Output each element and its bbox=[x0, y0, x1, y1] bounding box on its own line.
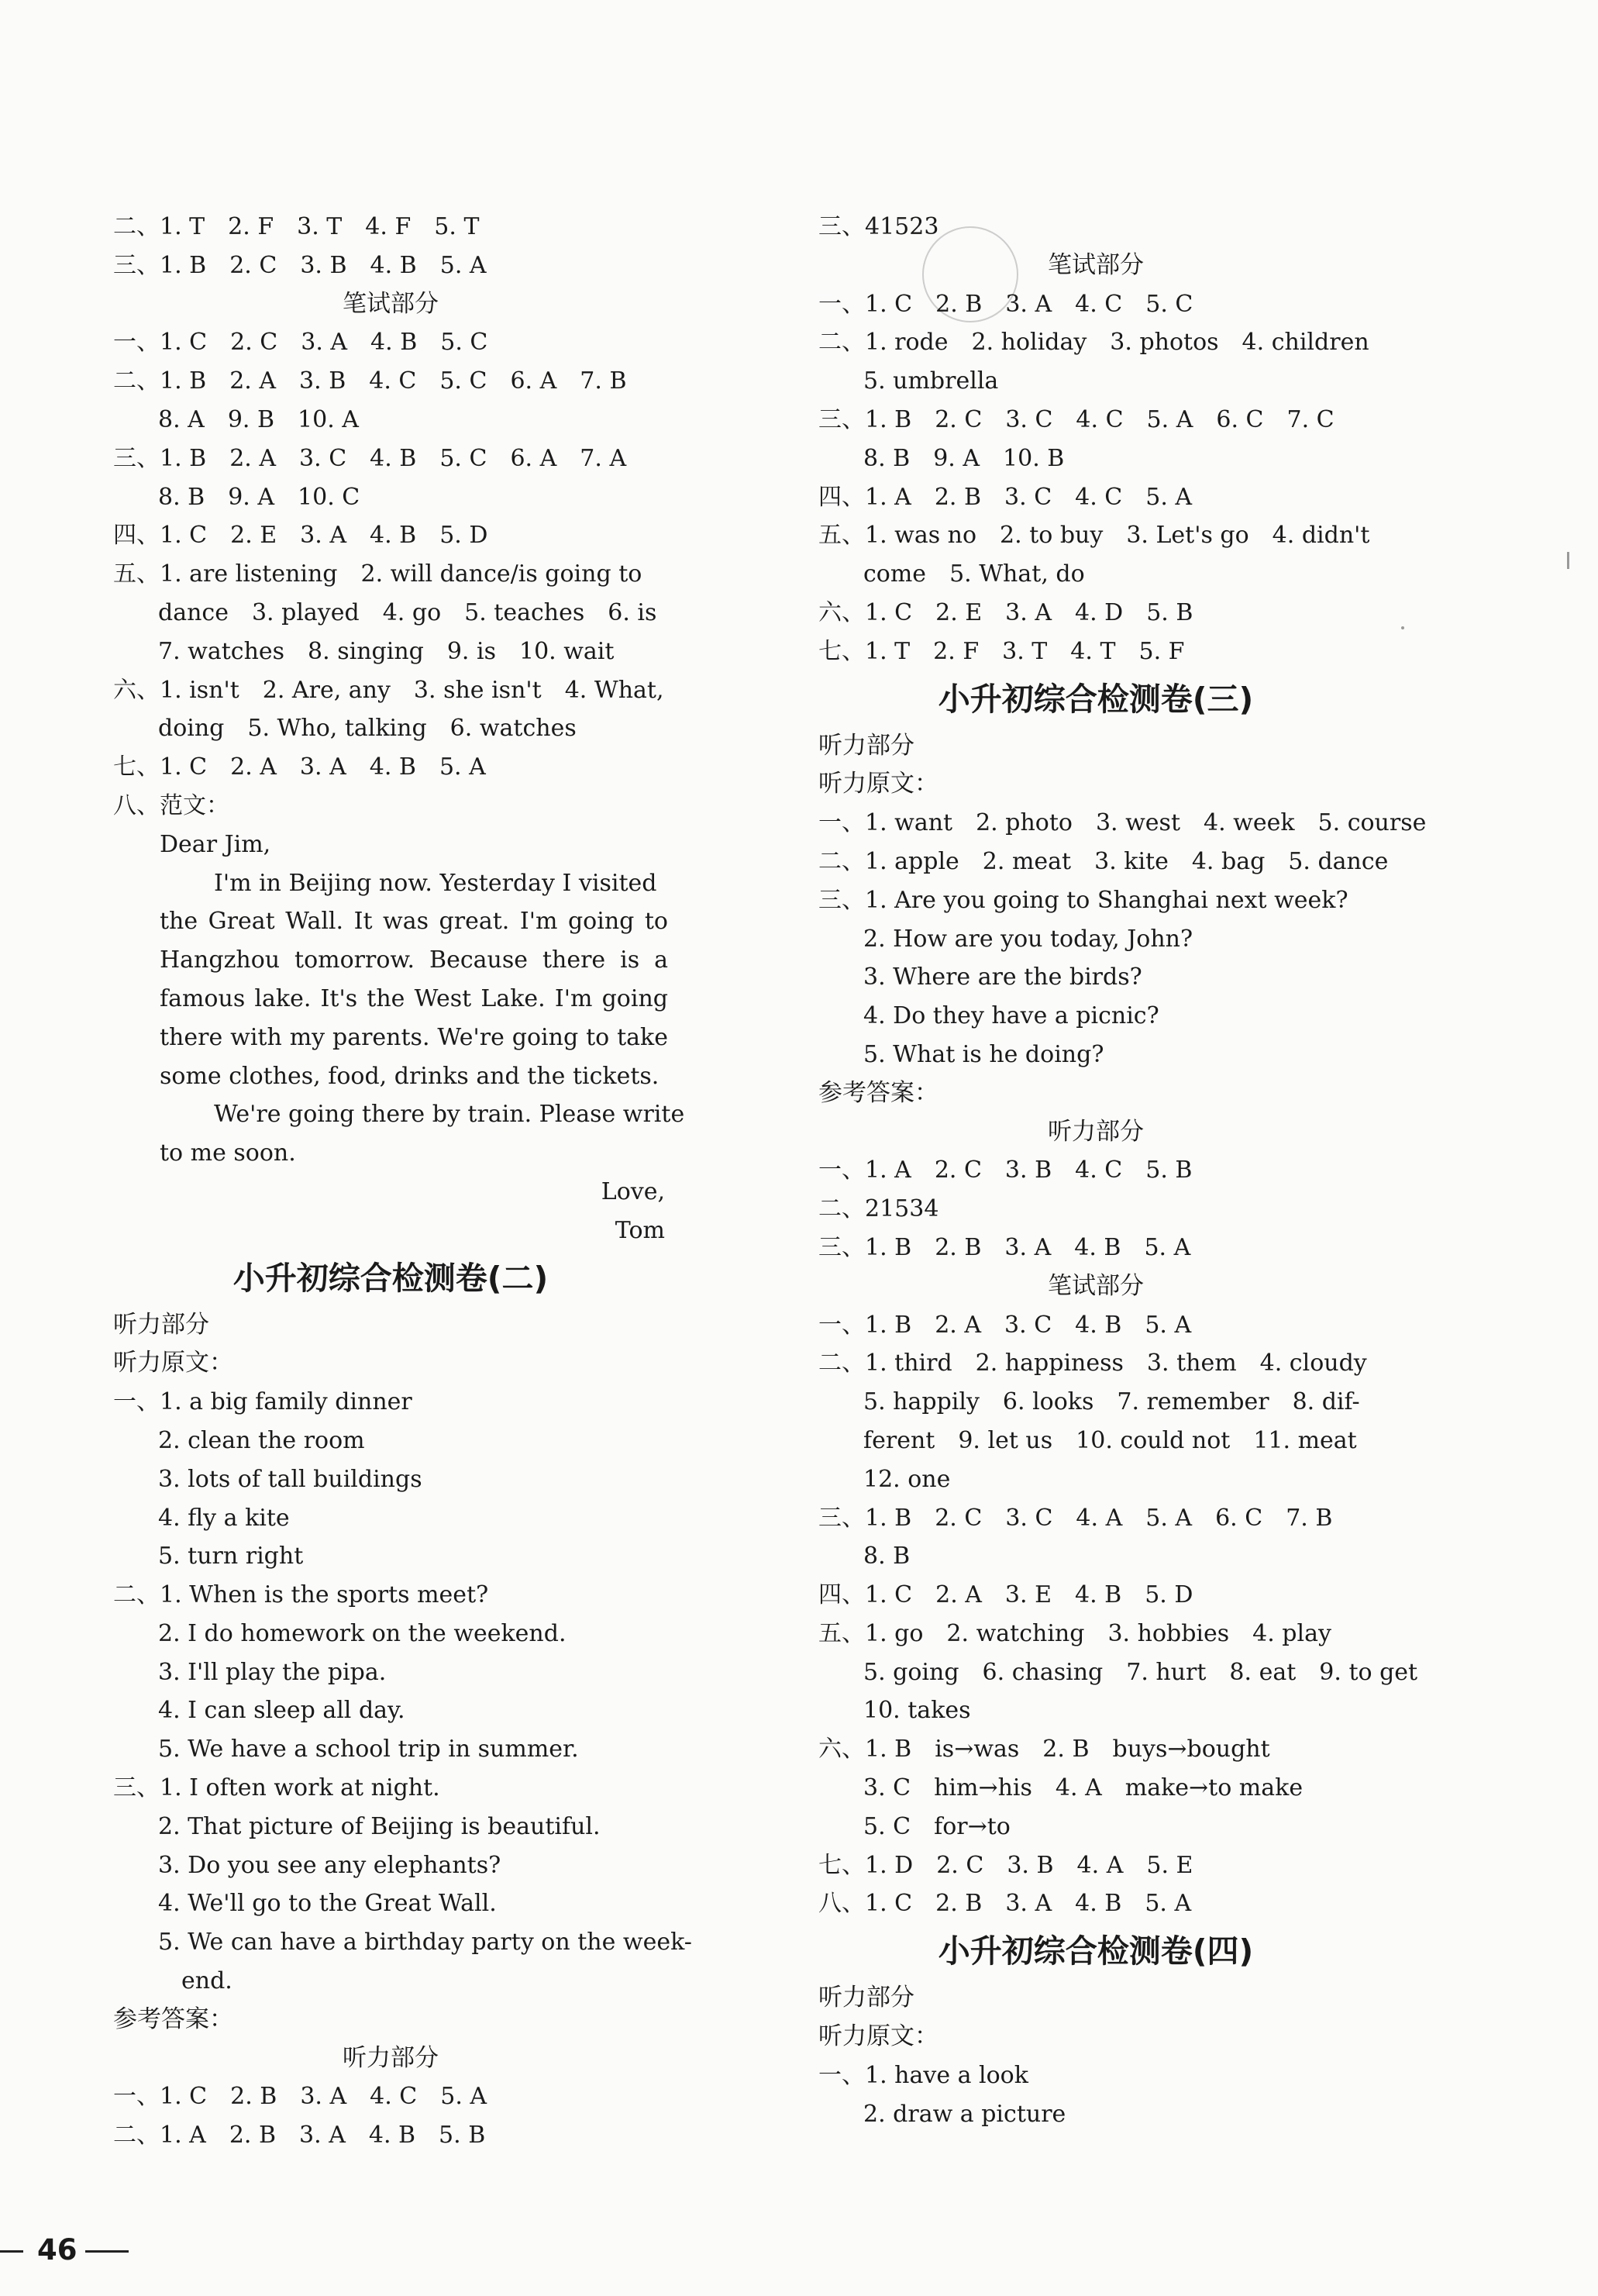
text-line: 一、1. B 2. A 3. C 4. B 5. A bbox=[818, 1311, 1192, 1339]
scan-edge-mark bbox=[1401, 626, 1404, 629]
subsection-heading: 笔试部分 bbox=[1048, 250, 1144, 279]
text-line: 二、1. B 2. A 3. B 4. C 5. C 6. A 7. B bbox=[113, 367, 627, 395]
text-line: dance 3. played 4. go 5. teaches 6. is bbox=[158, 598, 657, 626]
text-line: end. bbox=[158, 1967, 232, 1995]
text-line: 5. We can have a birthday party on the week- bbox=[158, 1929, 692, 1956]
text-line: the Great Wall. It was great. I'm going to bbox=[160, 908, 668, 936]
text-line: 3. C him→his 4. A make→to make bbox=[863, 1774, 1304, 1802]
text-line: 六、1. B is→was 2. B buys→bought bbox=[818, 1736, 1270, 1763]
text-line: 8. B bbox=[863, 1543, 911, 1570]
text-line: 一、1. C 2. B 3. A 4. C 5. A bbox=[113, 2083, 487, 2111]
scan-edge-mark bbox=[1567, 552, 1569, 569]
section-heading: 小升初综合检测卷(四) bbox=[938, 1932, 1254, 1970]
text-line: doing 5. Who, talking 6. watches bbox=[158, 715, 577, 743]
text-line: 二、1. third 2. happiness 3. them 4. cloudy bbox=[818, 1350, 1367, 1377]
text-line: 三、1. B 2. C 3. C 4. A 5. A 6. C 7. B bbox=[818, 1504, 1333, 1532]
text-line: ferent 9. let us 10. could not 11. meat bbox=[863, 1426, 1357, 1454]
text-line: I'm in Beijing now. Yesterday I visited bbox=[214, 869, 657, 897]
text-line: 12. one bbox=[863, 1465, 951, 1493]
section-label: 听力部分 bbox=[818, 731, 914, 760]
text-line: 2. How are you today, John? bbox=[863, 925, 1193, 953]
text-line: to me soon. bbox=[160, 1139, 296, 1167]
page-number-dash-right bbox=[85, 2250, 129, 2253]
subsection-heading: 听力部分 bbox=[343, 2043, 439, 2072]
text-line: 六、1. C 2. E 3. A 4. D 5. B bbox=[818, 598, 1193, 626]
text-line: 4. We'll go to the Great Wall. bbox=[158, 1890, 497, 1918]
text-line: 二、1. When is the sports meet? bbox=[113, 1581, 489, 1609]
text-line: 三、41523 bbox=[818, 213, 939, 240]
text-line: famous lake. It's the West Lake. I'm going bbox=[160, 984, 668, 1012]
text-line: 三、1. Are you going to Shanghai next week? bbox=[818, 886, 1348, 914]
text-line: 五、1. are listening 2. will dance/is going to bbox=[113, 560, 642, 588]
text-line: 4. fly a kite bbox=[158, 1504, 290, 1532]
text-line: 四、1. C 2. A 3. E 4. B 5. D bbox=[818, 1581, 1193, 1609]
left-column bbox=[113, 208, 692, 2155]
text-line: 5. We have a school trip in summer. bbox=[158, 1736, 579, 1763]
text-line: 2. I do homework on the weekend. bbox=[158, 1619, 567, 1647]
text-line: 10. takes bbox=[863, 1697, 971, 1725]
text-line: 5. What is he doing? bbox=[863, 1040, 1104, 1068]
text-line: Tom bbox=[615, 1216, 665, 1244]
text-line: Dear Jim, bbox=[160, 830, 271, 858]
text-line: 三、1. B 2. C 3. B 4. B 5. A bbox=[113, 251, 487, 279]
section-label: 参考答案： bbox=[113, 2005, 233, 2033]
text-line: 三、1. B 2. A 3. C 4. B 5. C 6. A 7. A bbox=[113, 444, 627, 472]
text-line: 一、1. want 2. photo 3. west 4. week 5. course bbox=[818, 809, 1427, 837]
section-label: 听力部分 bbox=[113, 1310, 209, 1339]
page-number-value: 46 bbox=[37, 2233, 77, 2267]
text-line: 二、1. apple 2. meat 3. kite 4. bag 5. dance bbox=[818, 847, 1389, 875]
text-line: 二、1. T 2. F 3. T 4. F 5. T bbox=[113, 213, 480, 240]
text-line: 七、1. C 2. A 3. A 4. B 5. A bbox=[113, 753, 486, 781]
text-line: We're going there by train. Please write bbox=[214, 1101, 685, 1129]
text-line: 2. clean the room bbox=[158, 1426, 365, 1454]
text-line: 2. That picture of Beijing is beautiful. bbox=[158, 1812, 601, 1840]
text-line: come 5. What, do bbox=[863, 560, 1085, 588]
text-line: 一、1. A 2. C 3. B 4. C 5. B bbox=[818, 1157, 1193, 1184]
text-line: Love, bbox=[601, 1177, 665, 1205]
text-line: 8. B 9. A 10. B bbox=[863, 444, 1065, 472]
page-number-dash-left bbox=[0, 2250, 23, 2253]
text-line: 3. Do you see any elephants? bbox=[158, 1851, 501, 1879]
text-line: 八、1. C 2. B 3. A 4. B 5. A bbox=[818, 1890, 1192, 1918]
text-line: 5. C for→to bbox=[863, 1812, 1011, 1840]
text-line: 二、21534 bbox=[818, 1195, 939, 1223]
text-line: 五、1. go 2. watching 3. hobbies 4. play bbox=[818, 1619, 1331, 1647]
text-line: 4. Do they have a picnic? bbox=[863, 1002, 1159, 1030]
text-line: 四、1. C 2. E 3. A 4. B 5. D bbox=[113, 522, 488, 550]
section-label: 听力原文： bbox=[113, 1349, 233, 1377]
text-line: 七、1. T 2. F 3. T 4. T 5. F bbox=[818, 637, 1185, 665]
text-line: some clothes, food, drinks and the tickets. bbox=[160, 1062, 660, 1090]
subsection-heading: 笔试部分 bbox=[343, 289, 439, 318]
section-label: 听力原文： bbox=[818, 770, 938, 798]
section-label: 听力部分 bbox=[818, 1984, 914, 2012]
section-heading: 小升初综合检测卷(三) bbox=[938, 680, 1254, 718]
text-line: 二、1. rode 2. holiday 3. photos 4. children bbox=[818, 329, 1369, 357]
text-line: 2. draw a picture bbox=[863, 2100, 1066, 2128]
text-line: 三、1. B 2. C 3. C 4. C 5. A 6. C 7. C bbox=[818, 405, 1335, 433]
text-line: 5. going 6. chasing 7. hurt 8. eat 9. to get bbox=[863, 1658, 1418, 1686]
text-line: 七、1. D 2. C 3. B 4. A 5. E bbox=[818, 1851, 1193, 1879]
text-line: 3. lots of tall buildings bbox=[158, 1465, 422, 1493]
text-line: 一、1. a big family dinner bbox=[113, 1388, 412, 1416]
text-line: 4. I can sleep all day. bbox=[158, 1697, 405, 1725]
subsection-heading: 听力部分 bbox=[1048, 1117, 1144, 1146]
section-label: 参考答案： bbox=[818, 1078, 938, 1107]
text-line: 5. turn right bbox=[158, 1543, 304, 1570]
text-line: 五、1. was no 2. to buy 3. Let's go 4. didn't bbox=[818, 522, 1370, 550]
section-heading: 小升初综合检测卷(二) bbox=[232, 1259, 549, 1297]
text-line: 六、1. isn't 2. Are, any 3. she isn't 4. What, bbox=[113, 676, 664, 704]
text-line: 5. happily 6. looks 7. remember 8. dif- bbox=[863, 1388, 1360, 1416]
subsection-heading: 笔试部分 bbox=[1048, 1271, 1144, 1300]
text-line: 8. B 9. A 10. C bbox=[158, 483, 360, 511]
text-line: 一、1. have a look bbox=[818, 2061, 1028, 2089]
text-line: 3. I'll play the pipa. bbox=[158, 1658, 387, 1686]
text-line: 三、1. I often work at night. bbox=[113, 1774, 440, 1802]
text-line: 7. watches 8. singing 9. is 10. wait bbox=[158, 637, 615, 665]
text-line: 8. A 9. B 10. A bbox=[158, 405, 359, 433]
text-line: 一、1. C 2. C 3. A 4. B 5. C bbox=[113, 329, 488, 357]
page-number bbox=[0, 2231, 129, 2270]
text-line: there with my parents. We're going to take bbox=[160, 1023, 668, 1051]
right-column bbox=[818, 208, 1427, 2133]
section-label: 听力原文： bbox=[818, 2022, 938, 2051]
text-line: 5. umbrella bbox=[863, 367, 999, 395]
text-line: 3. Where are the birds? bbox=[863, 964, 1142, 991]
text-line: 四、1. A 2. B 3. C 4. C 5. A bbox=[818, 483, 1193, 511]
text-line: 二、1. A 2. B 3. A 4. B 5. B bbox=[113, 2122, 486, 2149]
text-line: 三、1. B 2. B 3. A 4. B 5. A bbox=[818, 1233, 1191, 1261]
text-line: 八、范文： bbox=[113, 791, 229, 819]
text-line: 一、1. C 2. B 3. A 4. C 5. C bbox=[818, 290, 1193, 318]
text-line: Hangzhou tomorrow. Because there is a bbox=[160, 946, 668, 974]
